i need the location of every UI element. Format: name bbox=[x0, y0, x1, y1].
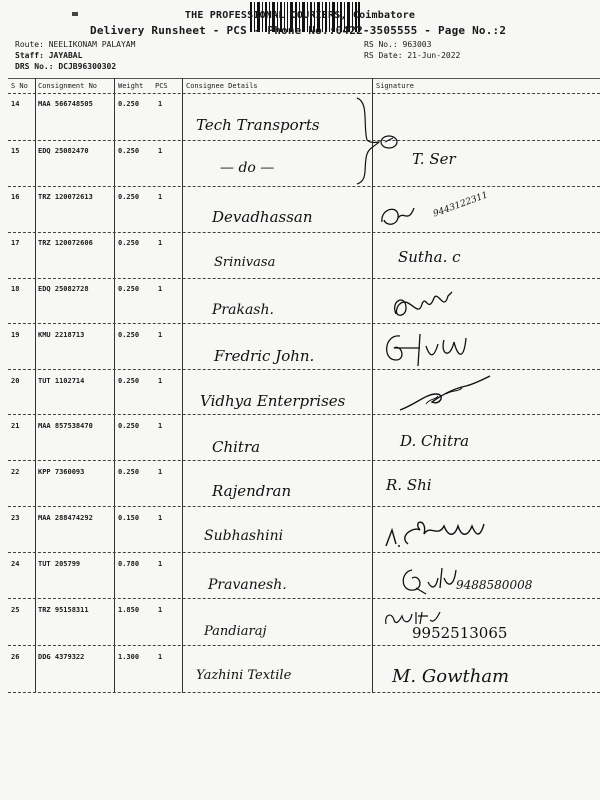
row-pcs: 1 bbox=[158, 100, 163, 108]
signature-text: Sutha. c bbox=[398, 248, 461, 266]
signature-text: M. Gowtham bbox=[392, 666, 510, 687]
table-header-divider bbox=[8, 93, 600, 94]
row-sno: 15 bbox=[11, 147, 20, 155]
row-weight: 1.850 bbox=[118, 606, 140, 614]
col-header-consignment: Consignment No bbox=[38, 82, 98, 90]
consignee-name: Prakash. bbox=[212, 302, 274, 318]
row-consignment: TRZ 120072606 bbox=[38, 239, 93, 247]
row-weight: 0.250 bbox=[118, 422, 140, 430]
row-consignment: TUT 1102714 bbox=[38, 377, 85, 385]
row-weight: 0.780 bbox=[118, 560, 140, 568]
row-weight: 0.250 bbox=[118, 377, 140, 385]
row-divider bbox=[8, 506, 600, 507]
signature-scribble bbox=[378, 200, 418, 230]
row-consignment: TRZ 95158311 bbox=[38, 606, 89, 614]
row-sno: 17 bbox=[11, 239, 20, 247]
row-pcs: 1 bbox=[158, 331, 163, 339]
signature-text: D. Chitra bbox=[400, 432, 470, 450]
col-header-consignee: Consignee Details bbox=[186, 82, 258, 90]
row-consignment: MAA 857538470 bbox=[38, 422, 93, 430]
row-pcs: 1 bbox=[158, 606, 163, 614]
signature-scribble bbox=[388, 290, 458, 324]
row-pcs: 1 bbox=[158, 514, 163, 522]
consignee-name: Yazhini Textile bbox=[196, 668, 292, 683]
row-consignment: KPP 7360093 bbox=[38, 468, 85, 476]
consignee-name: Fredric John. bbox=[214, 347, 315, 365]
consignee-name: Pravanesh. bbox=[208, 577, 287, 593]
bracket-mark bbox=[355, 96, 405, 186]
row-sno: 16 bbox=[11, 193, 20, 201]
row-divider bbox=[8, 692, 600, 693]
row-pcs: 1 bbox=[158, 285, 163, 293]
col-header-signature: Signature bbox=[376, 82, 414, 90]
signature-text: 9488580008 bbox=[456, 578, 533, 592]
row-weight: 0.250 bbox=[118, 468, 140, 476]
row-weight: 0.250 bbox=[118, 100, 140, 108]
row-pcs: 1 bbox=[158, 560, 163, 568]
col-divider bbox=[114, 78, 115, 693]
row-consignment: EDQ 25082728 bbox=[38, 285, 89, 293]
row-weight: 0.250 bbox=[118, 285, 140, 293]
consignee-name: Devadhassan bbox=[212, 208, 313, 226]
consignee-name: Vidhya Enterprises bbox=[200, 392, 346, 410]
row-sno: 25 bbox=[11, 606, 20, 614]
row-pcs: 1 bbox=[158, 653, 163, 661]
consignee-name: Chitra bbox=[212, 438, 261, 456]
table-top-border bbox=[8, 78, 600, 79]
row-sno: 21 bbox=[11, 422, 20, 430]
route-label: Route: NEELIKONAM PALAYAM bbox=[15, 40, 136, 49]
row-sno: 20 bbox=[11, 377, 20, 385]
row-consignment: MAA 288474292 bbox=[38, 514, 93, 522]
row-sno: 24 bbox=[11, 560, 20, 568]
row-pcs: 1 bbox=[158, 147, 163, 155]
row-weight: 1.300 bbox=[118, 653, 140, 661]
signature-text: T. Ser bbox=[412, 150, 456, 168]
row-sno: 26 bbox=[11, 653, 20, 661]
row-sno: 18 bbox=[11, 285, 20, 293]
row-divider bbox=[8, 552, 600, 553]
row-divider bbox=[8, 598, 600, 599]
row-divider bbox=[8, 186, 600, 187]
row-pcs: 1 bbox=[158, 239, 163, 247]
row-divider bbox=[8, 140, 600, 141]
row-sno: 14 bbox=[11, 100, 20, 108]
rs-number: RS No.: 963003 bbox=[364, 40, 432, 49]
signature-scribble bbox=[398, 564, 462, 598]
row-divider bbox=[8, 460, 600, 461]
row-consignment: TUT 205799 bbox=[38, 560, 81, 568]
row-pcs: 1 bbox=[158, 377, 163, 385]
signature-text: R. Shi bbox=[386, 476, 432, 494]
row-pcs: 1 bbox=[158, 468, 163, 476]
consignee-name: Subhashini bbox=[204, 528, 284, 544]
row-consignment: TRZ 120072613 bbox=[38, 193, 93, 201]
row-sno: 19 bbox=[11, 331, 20, 339]
row-weight: 0.250 bbox=[118, 193, 140, 201]
col-divider bbox=[182, 78, 183, 693]
consignee-name: Tech Transports bbox=[196, 116, 320, 134]
rs-date: RS Date: 21-Jun-2022 bbox=[364, 51, 461, 60]
signature-scribble bbox=[380, 330, 480, 370]
row-divider bbox=[8, 414, 600, 415]
staff-label: Staff: JAYABAL bbox=[15, 51, 83, 60]
row-consignment: KMU 2218713 bbox=[38, 331, 85, 339]
row-pcs: 1 bbox=[158, 193, 163, 201]
row-divider bbox=[8, 323, 600, 324]
row-consignment: DDG 4379322 bbox=[38, 653, 85, 661]
company-title: THE PROFESSIONAL COURIERS, Coimbatore bbox=[184, 10, 416, 21]
consignee-name: Rajendran bbox=[212, 482, 292, 500]
signature-text: 9952513065 bbox=[412, 624, 508, 642]
row-divider bbox=[8, 232, 600, 233]
signature-scribble bbox=[396, 374, 496, 414]
row-divider bbox=[8, 645, 600, 646]
row-divider bbox=[8, 369, 600, 370]
consignee-name: Srinivasa bbox=[214, 255, 276, 270]
row-weight: 0.150 bbox=[118, 514, 140, 522]
row-pcs: 1 bbox=[158, 422, 163, 430]
drs-number: DRS No.: DCJB96300302 bbox=[15, 62, 117, 71]
row-sno: 23 bbox=[11, 514, 20, 522]
col-header-sno: S No bbox=[11, 82, 28, 90]
row-consignment: MAA 566748505 bbox=[38, 100, 93, 108]
row-divider bbox=[8, 278, 600, 279]
row-sno: 22 bbox=[11, 468, 20, 476]
row-weight: 0.250 bbox=[118, 239, 140, 247]
runsheet-title: Delivery Runsheet - PCS - Phone No.:0422-3505555 - Page No.:2 bbox=[90, 24, 507, 37]
signature-scribble bbox=[384, 516, 494, 552]
signature-text: 9443122311 bbox=[432, 190, 490, 220]
col-divider bbox=[35, 78, 36, 693]
row-consignment: EDQ 25082470 bbox=[38, 147, 89, 155]
col-header-weight: Weight bbox=[118, 82, 144, 90]
consignee-name: Pandiaraj bbox=[204, 624, 267, 639]
col-header-pcs: PCS bbox=[155, 82, 168, 90]
row-weight: 0.250 bbox=[118, 331, 140, 339]
consignee-name: — do — bbox=[220, 160, 275, 176]
row-weight: 0.250 bbox=[118, 147, 140, 155]
